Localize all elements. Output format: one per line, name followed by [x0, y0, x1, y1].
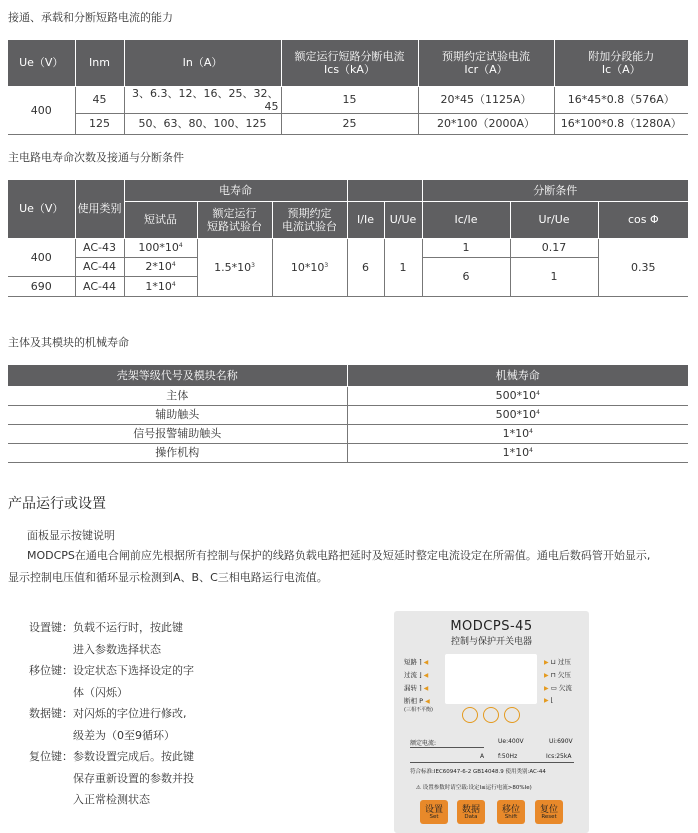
rated-current-label: 额定电流:: [410, 740, 437, 747]
module-name-cell: 信号报警辅助触头: [8, 424, 347, 443]
header-icr: 预期约定试验电流 Icr（A）: [418, 40, 554, 86]
panel-model: MODCPS-45: [450, 619, 533, 634]
header-expected-test: 预期约定 电流试验台: [272, 201, 347, 238]
shift-button[interactable]: 移位 Shift: [497, 800, 525, 824]
category-cell: AC-44: [75, 257, 124, 276]
ics-cell: 15: [281, 86, 418, 113]
indicator-note: (三相不平衡): [404, 707, 433, 713]
inm-cell: 125: [75, 113, 124, 134]
key-shift-desc: 移位键：设定状态下选择设定的字: [29, 664, 194, 677]
key-data-desc: 数据键：对闪烁的字位进行修改,: [29, 707, 187, 720]
key-set-desc: 设置键：负载不运行时，按此键: [29, 621, 183, 634]
key-shift-desc-cont: 体（闪烁）: [73, 685, 128, 699]
module-name-cell: 主体: [8, 386, 347, 405]
table-row: [8, 113, 688, 134]
description-line1: MODCPS在通电合闸前应先根据所有控制与保护的线路负载电路把延时及短延时整定电流设定在所需值。通电后数码管开始显示,: [27, 549, 651, 562]
unit-a: A: [480, 753, 485, 760]
u-ue-cell: 1: [384, 238, 422, 296]
set-button[interactable]: 设置 Set: [420, 800, 448, 824]
led-ring-icon: [483, 707, 499, 723]
voltage-cell: 690: [8, 276, 75, 296]
ui-label: Ui:690V: [549, 738, 573, 745]
header-u-ue: U/Ue: [384, 201, 422, 238]
category-cell: AC-43: [75, 238, 124, 257]
electrical-life-table: [8, 180, 688, 297]
description-line2: 显示控制电压值和循环显示检测到A、B、C三相电路运行电流值。: [8, 571, 328, 584]
key-set-desc-cont: 进入参数选择状态: [73, 642, 161, 656]
table-row: [8, 238, 688, 257]
header-break-conditions: 分断条件: [422, 180, 688, 201]
ic-cell: 16*100*0.8（1280A）: [554, 113, 688, 134]
category-cell: AC-44: [75, 276, 124, 296]
header-ic-ie: Ic/Ie: [422, 201, 510, 238]
table-row: [8, 386, 688, 405]
indicator-overcurrent: 过流 ⌋ ◀: [404, 671, 429, 679]
key-reset-desc-cont2: 入正常检测状态: [73, 793, 150, 806]
panel-subtitle: 控制与保护开关电器: [450, 637, 532, 647]
table-row: [8, 443, 688, 462]
indicator-phase-loss: 断相 P ◀: [404, 697, 430, 705]
divider: [410, 747, 484, 748]
display-screen: [445, 654, 537, 704]
header-ics: 额定运行短路分断电流 Ics（kA）: [281, 40, 418, 86]
table-row: [8, 86, 688, 113]
ue-label: Ue:400V: [498, 738, 524, 745]
mechanical-life-table: [8, 365, 688, 463]
key-reset-desc-cont: 保存重新设置的参数并投: [73, 771, 194, 785]
breaking-capacity-table: [8, 40, 688, 135]
voltage-cell: 400: [8, 238, 75, 276]
icr-cell: 20*100（2000A）: [418, 113, 554, 134]
divider: [410, 762, 574, 763]
header-category: 使用类别: [75, 180, 124, 238]
header-rated-test: 额定运行 短路试验台: [197, 201, 272, 238]
key-reset-desc: 复位键：参数设置完成后。按此键: [29, 750, 194, 763]
i-ie-cell: 6: [347, 238, 384, 296]
reset-button[interactable]: 复位 Reset: [535, 800, 563, 824]
in-cell: 50、63、80、100、125: [124, 113, 281, 134]
expected-cell: $10*10^3$: [272, 238, 347, 296]
standard-label: 符合标准:IEC60947-6-2 GB14048.9 使用类别:AC-44: [410, 769, 546, 775]
ic-ie-cell: 6: [422, 257, 510, 296]
section3-title: 主体及其模块的机械寿命: [8, 336, 129, 349]
header-ic: 附加分段能力 Ic（A）: [554, 40, 688, 86]
short-cell: $2*10^4$: [124, 257, 197, 276]
header-cos: cos Φ: [598, 201, 688, 238]
led-ring-icon: [504, 707, 520, 723]
warning-label: ⚠ 设置参数时请空载:设定I≤运行电流>80%Ie): [416, 785, 532, 791]
key-descriptions: [29, 617, 389, 811]
header-short-sample: 短试品: [124, 201, 197, 238]
voltage-cell: 400: [8, 86, 75, 134]
header-in: In（A）: [124, 40, 281, 86]
ics-cell: 25: [281, 113, 418, 134]
led-ring-icon: [462, 707, 478, 723]
ic-ie-cell: 1: [422, 238, 510, 257]
header-ur-ue: Ur/Ue: [510, 201, 598, 238]
table-row: [8, 424, 688, 443]
header-ue: Ue（V）: [8, 180, 75, 238]
operation-heading: 产品运行或设置: [8, 496, 106, 512]
cos-cell: 0.35: [598, 238, 688, 296]
data-button[interactable]: 数据 Data: [457, 800, 485, 824]
rated-cell: $1.5*10^3$: [197, 238, 272, 296]
header-blank: [347, 180, 422, 201]
life-cell: $500*10^4$: [347, 405, 688, 424]
life-cell: $1*10^4$: [347, 424, 688, 443]
indicator-overvoltage: ▶ ⊔ 过压: [544, 658, 571, 666]
freq-label: f:50Hz: [498, 753, 518, 760]
indicator-blank: ▶ ⌊: [544, 696, 554, 704]
header-i-ie: I/Ie: [347, 201, 384, 238]
key-data-desc-cont: 级差为（0至9循环）: [73, 728, 175, 742]
indicator-leakage: 漏转 ⌉ ◀: [404, 684, 429, 692]
panel-subheading: 面板显示按键说明: [27, 529, 115, 542]
control-panel-image: [394, 611, 589, 833]
in-cell: 3、6.3、12、16、25、32、45: [124, 86, 281, 113]
header-ue: Ue（V）: [8, 40, 75, 86]
ics-label: Ics:25kA: [546, 753, 572, 760]
inm-cell: 45: [75, 86, 124, 113]
short-cell: $100*10^4$: [124, 238, 197, 257]
life-cell: $1*10^4$: [347, 443, 688, 462]
module-name-cell: 辅助触头: [8, 405, 347, 424]
table-row: [8, 405, 688, 424]
section2-title: 主电路电寿命次数及接通与分断条件: [8, 151, 184, 164]
section1-title: 接通、承载和分断短路电流的能力: [8, 11, 173, 24]
ic-cell: 16*45*0.8（576A）: [554, 86, 688, 113]
indicator-undercurrent: ▶ ▭ 欠流: [544, 684, 572, 692]
short-cell: $1*10^4$: [124, 276, 197, 296]
life-cell: $500*10^4$: [347, 386, 688, 405]
indicator-undervoltage: ▶ ⊓ 欠压: [544, 671, 571, 679]
icr-cell: 20*45（1125A）: [418, 86, 554, 113]
header-module-name: 壳架等级代号及模块名称: [8, 365, 347, 386]
module-name-cell: 操作机构: [8, 443, 347, 462]
header-inm: Inm: [75, 40, 124, 86]
indicator-short: 短路 ⌉ ◀: [404, 658, 429, 666]
ur-ue-cell: 1: [510, 257, 598, 296]
warning-icon: ⚠: [416, 785, 421, 791]
header-electrical-life: 电寿命: [124, 180, 347, 201]
header-mechanical-life: 机械寿命: [347, 365, 688, 386]
ur-ue-cell: 0.17: [510, 238, 598, 257]
